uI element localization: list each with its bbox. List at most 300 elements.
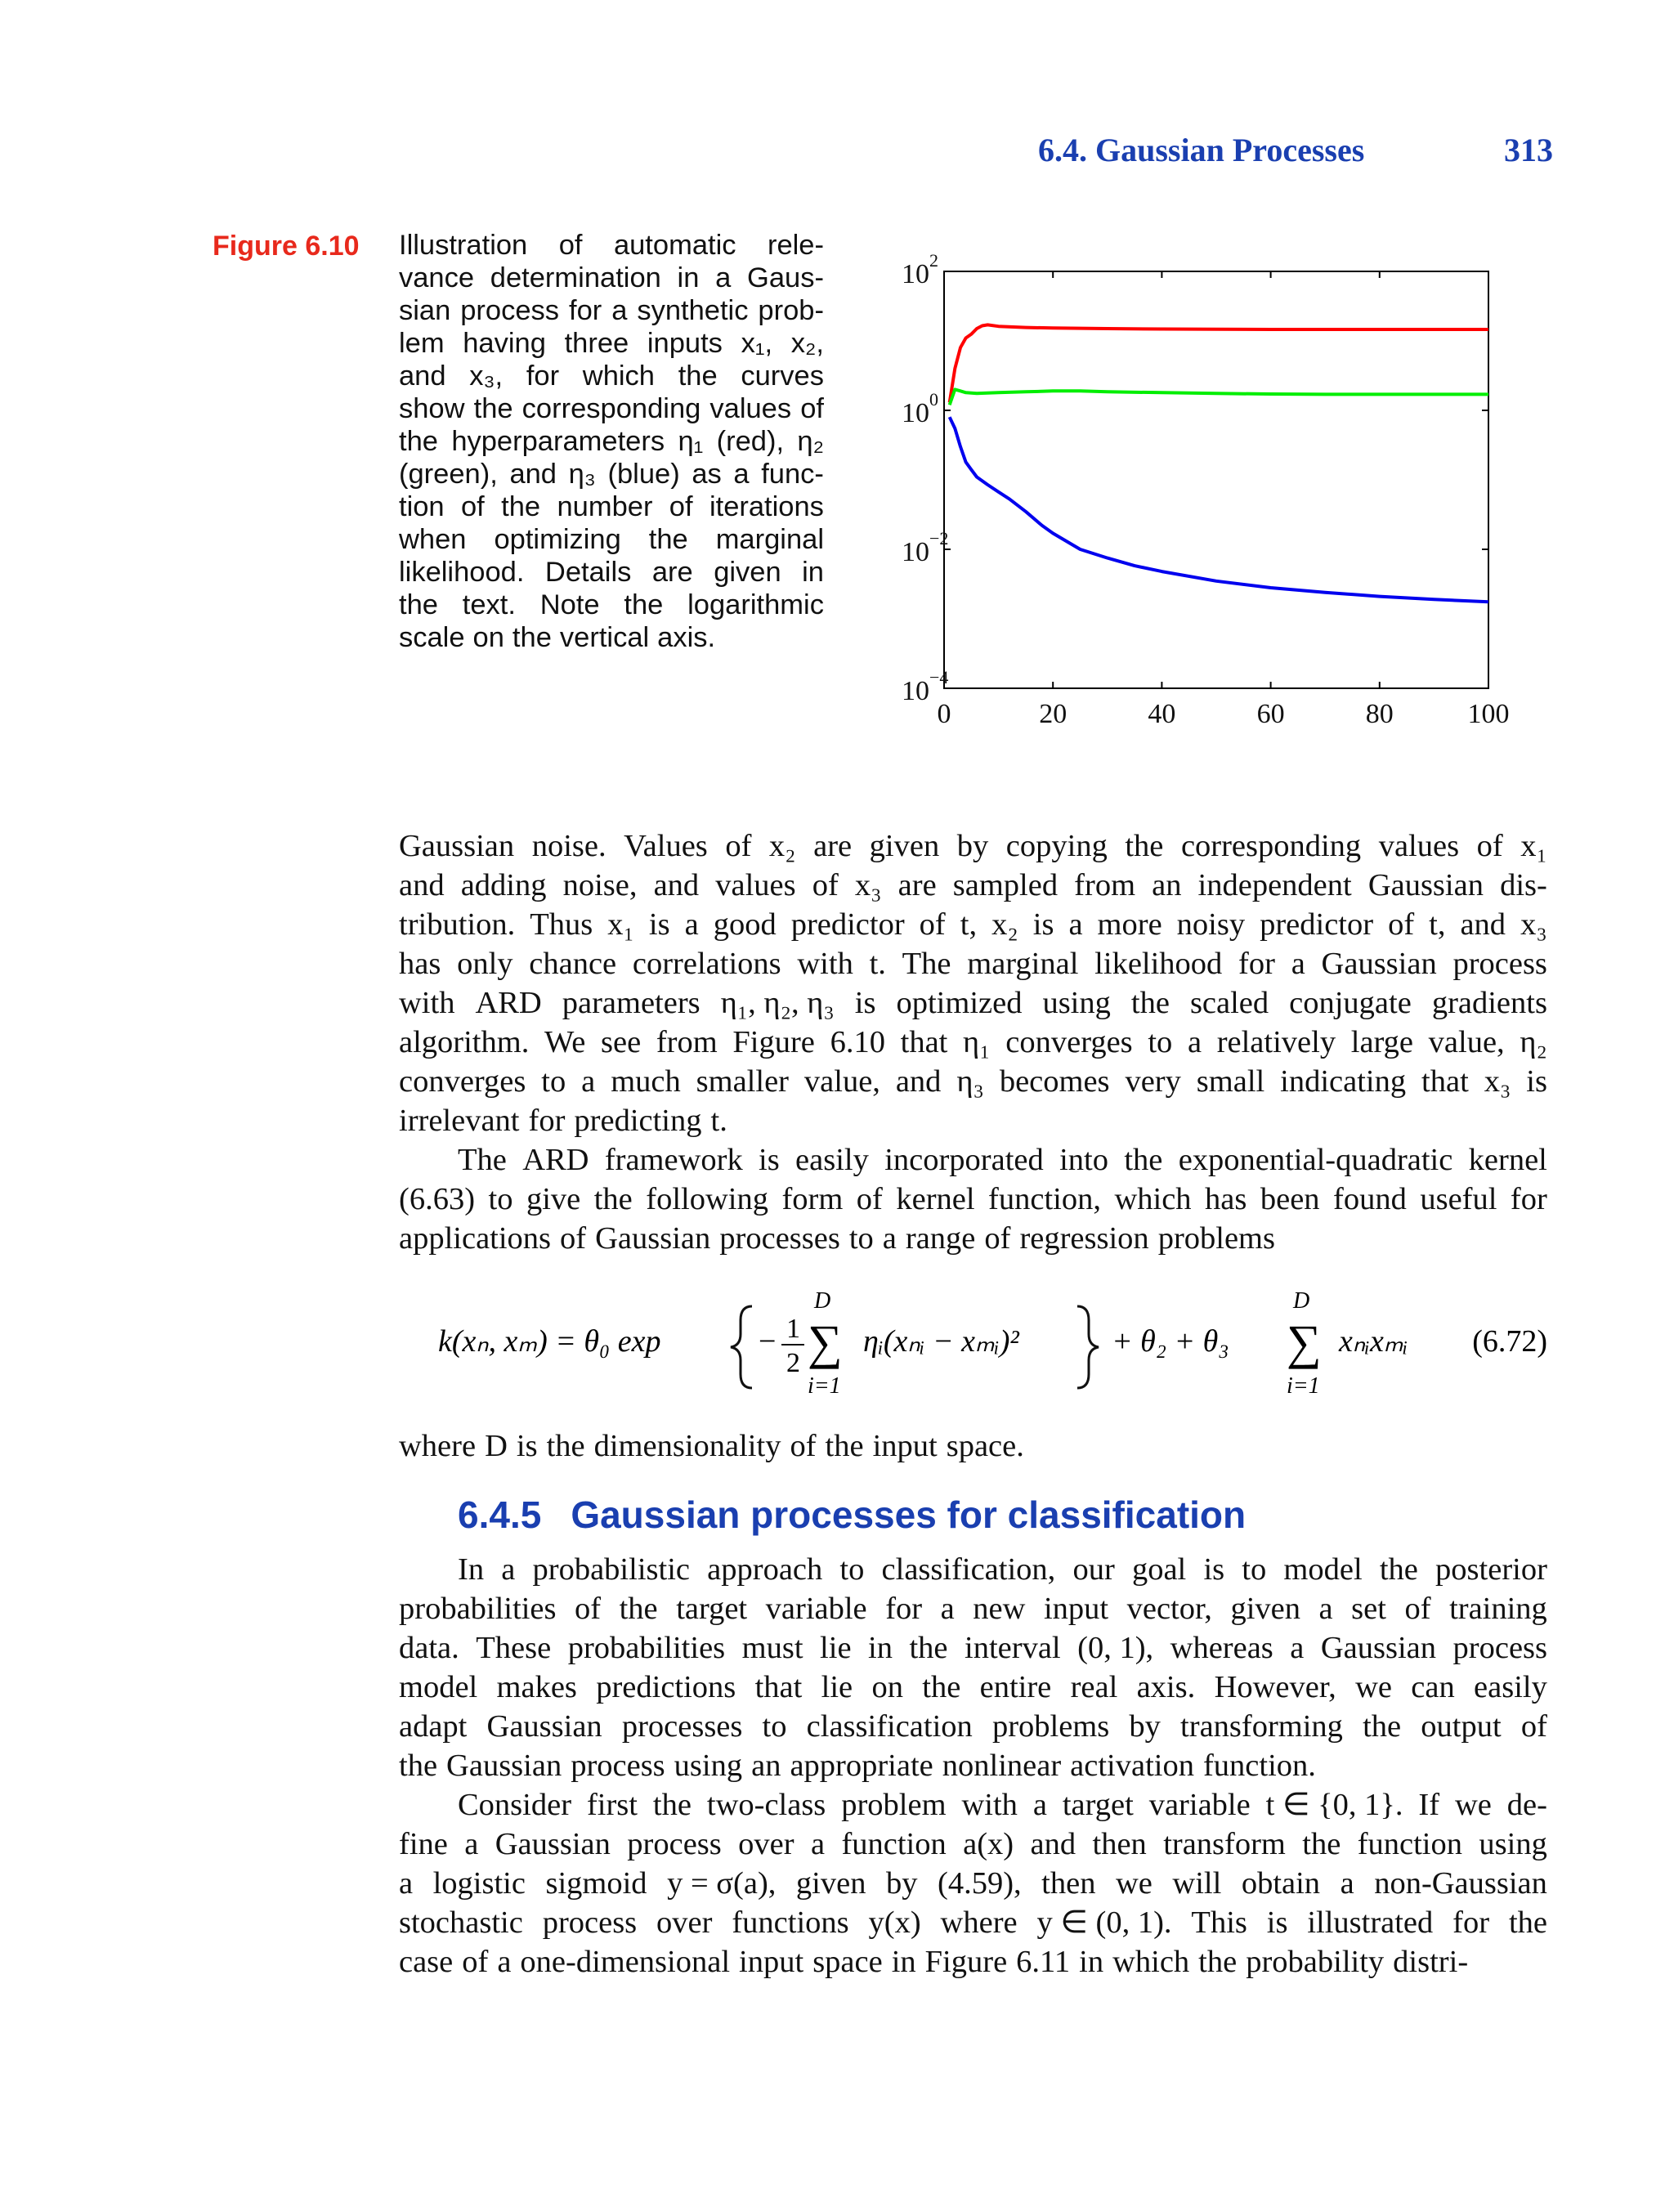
word: a (611, 295, 628, 326)
word: are (651, 557, 693, 588)
word: makes (496, 1670, 577, 1704)
text-line (399, 1942, 1547, 1981)
word: over (656, 1905, 713, 1940)
word: converges (1005, 1025, 1133, 1059)
word: model (1283, 1552, 1363, 1587)
word: indicating (1280, 1064, 1407, 1099)
word: three (564, 328, 629, 359)
word: The (902, 947, 951, 981)
word: η₁, η₂, η₃ (720, 986, 835, 1020)
word: a (1318, 1592, 1333, 1626)
word: If (1418, 1788, 1440, 1822)
word: we (1115, 1866, 1153, 1901)
word: which (1114, 1182, 1192, 1216)
word: inputs (647, 328, 723, 359)
word: space (812, 1945, 883, 1979)
word: the (473, 393, 513, 424)
text-line (399, 1628, 1547, 1668)
word: of (856, 1182, 883, 1216)
word: a (1290, 1631, 1305, 1665)
word: a (1068, 907, 1083, 942)
word: approach (707, 1552, 823, 1587)
word: smaller (696, 1064, 789, 1099)
word: given (795, 1866, 866, 1901)
word: sigmoid (545, 1866, 647, 1901)
word: a (1187, 1025, 1202, 1059)
word: Thus (530, 907, 593, 942)
word: converges (399, 1064, 526, 1099)
word: (red), (716, 426, 785, 457)
word: to (1242, 1552, 1267, 1587)
word: variable (765, 1592, 867, 1626)
word: adapt (399, 1709, 468, 1744)
word: the (1379, 1552, 1418, 1587)
word: of (1388, 907, 1415, 942)
word: kernel (896, 1182, 975, 1216)
word: These (476, 1631, 552, 1665)
word: framework (604, 1143, 743, 1177)
word: much (611, 1064, 681, 1099)
word: then (1092, 1827, 1147, 1861)
word: is (1203, 1552, 1225, 1587)
word: process (627, 1827, 722, 1861)
word: that (1421, 1064, 1469, 1099)
word: to (762, 1709, 787, 1744)
word: of (560, 1221, 587, 1256)
text-line (399, 425, 824, 458)
word: adding (460, 868, 547, 902)
word: independent (1197, 868, 1352, 902)
word: whereas (1170, 1631, 1273, 1665)
word: found (1333, 1182, 1407, 1216)
word: a (497, 1945, 512, 1979)
word: by (1129, 1709, 1161, 1744)
word: very (1125, 1064, 1181, 1099)
word: determination (490, 262, 661, 293)
word: Illustration (399, 230, 528, 261)
word: synthetic (637, 295, 749, 326)
word: prob- (758, 295, 824, 326)
word: of (984, 1221, 1011, 1256)
word: large (1350, 1025, 1413, 1059)
word: classification (806, 1709, 973, 1744)
word: t. (869, 947, 886, 981)
series-line-2 (950, 389, 1488, 405)
word: x₂, (790, 328, 824, 359)
word: (green), (399, 459, 498, 490)
word: t, (960, 907, 978, 942)
word: using (1042, 986, 1111, 1020)
word: Gaussian (1367, 868, 1484, 902)
word: the (399, 589, 438, 620)
sum-upper-limit: D (814, 1288, 831, 1314)
word: logarithmic (687, 589, 824, 620)
word: x₂ (991, 907, 1018, 942)
word: data. (399, 1631, 459, 1665)
text-line (399, 327, 824, 360)
equation-number: (6.72) (1472, 1324, 1547, 1359)
word: the (648, 524, 688, 555)
word: a (501, 1552, 516, 1587)
word: problems (1157, 1221, 1275, 1256)
word: corresponding (1180, 829, 1362, 863)
word: function, (988, 1182, 1101, 1216)
section-number: 6.4.5 (458, 1493, 542, 1536)
word: vertical (559, 622, 650, 653)
text-line (399, 1023, 1547, 1062)
word: a (464, 1827, 479, 1861)
word: good (713, 907, 777, 942)
word: a (882, 1221, 897, 1256)
word: where (940, 1905, 1018, 1940)
text-line (399, 229, 824, 262)
word: the (399, 426, 438, 457)
word: been (1260, 1182, 1320, 1216)
word: of (460, 491, 485, 522)
text-line (399, 523, 824, 556)
sum-lower-limit: i=1 (808, 1373, 841, 1399)
word: the (909, 1631, 948, 1665)
word: new (973, 1592, 1026, 1626)
sum2-upper-limit: D (1293, 1288, 1310, 1314)
word: to (541, 1064, 566, 1099)
text-line (399, 589, 824, 621)
text-line (399, 556, 824, 589)
word: marginal (715, 524, 824, 555)
word: in (1079, 1945, 1104, 1979)
word: and (653, 868, 700, 902)
word: correlations (632, 947, 781, 981)
word: text. (462, 589, 516, 620)
word: illustrated (1307, 1905, 1434, 1940)
word: function (841, 1827, 947, 1861)
word: the (1363, 1709, 1402, 1744)
word: η₁ (678, 426, 704, 457)
series-line-3 (950, 417, 1488, 602)
word: is (854, 986, 876, 1020)
word: the (1198, 1945, 1238, 1979)
word: a(x) (963, 1827, 1014, 1861)
word: having (463, 328, 546, 359)
word: noise. (531, 829, 606, 863)
paragraph-4 (399, 1550, 1547, 1785)
word: functions (732, 1905, 849, 1940)
word: one-dimensional (520, 1945, 731, 1979)
paragraph-5 (399, 1785, 1547, 1981)
word: likelihood. (399, 557, 525, 588)
word: Figure (732, 1025, 815, 1059)
y-tick-label-base: 10 (902, 537, 929, 567)
word: This (1191, 1905, 1247, 1940)
word: which (1112, 1945, 1190, 1979)
word: small (1196, 1064, 1265, 1099)
word: (0, 1), (1077, 1631, 1154, 1665)
word: values (715, 868, 796, 902)
word: by (956, 829, 989, 863)
word: η₃ (568, 459, 596, 490)
word: given (869, 829, 940, 863)
word: useful (1420, 1182, 1497, 1216)
y-tick-label-base: 10 (902, 398, 929, 428)
y-tick-label-base: 10 (902, 259, 929, 289)
word: function. (1202, 1749, 1316, 1783)
word: value, (803, 1064, 880, 1099)
word: nonlinear (942, 1749, 1062, 1783)
text-line (399, 826, 1547, 866)
word: t, (1429, 907, 1446, 942)
x-tick-label: 40 (1148, 699, 1176, 729)
text-line (399, 1825, 1547, 1864)
word: problem (841, 1788, 947, 1822)
text-line (399, 1426, 1547, 1466)
word: variable (1148, 1788, 1251, 1822)
word: a (1291, 947, 1305, 981)
word: process (571, 1749, 665, 1783)
word: applications (399, 1221, 552, 1256)
word: Gaussian (495, 1827, 611, 1861)
word: dis- (1500, 868, 1547, 902)
word: Gaussian (1320, 1631, 1437, 1665)
word: target (676, 1592, 748, 1626)
word: first (586, 1788, 638, 1822)
word: show (399, 393, 465, 424)
sum2-lower-limit: i=1 (1287, 1373, 1320, 1399)
word: a (715, 262, 732, 293)
word: (blue) (607, 459, 680, 490)
word: is (1526, 1064, 1547, 1099)
word: with (961, 1788, 1018, 1822)
word: Gaussian (446, 1749, 562, 1783)
word: of (800, 393, 824, 424)
text-line (399, 905, 1547, 944)
word: space. (946, 1429, 1024, 1463)
word: and (399, 360, 446, 392)
sum2-body: xₙᵢxₘᵢ (1339, 1324, 1408, 1359)
word: and (895, 1064, 942, 1099)
word: only (457, 947, 513, 981)
word: axis. (1136, 1670, 1196, 1704)
word: using (674, 1749, 743, 1783)
word: sampled (952, 868, 1059, 902)
word: Details (544, 557, 632, 588)
equation-tail: + θ₂ + θ₃ (1112, 1324, 1229, 1359)
y-tick-label-base: 10 (902, 676, 929, 706)
word: entire (979, 1670, 1052, 1704)
word: for (1510, 1182, 1547, 1216)
word: probabilistic (532, 1552, 690, 1587)
word: we (1355, 1670, 1392, 1704)
word: the (922, 1670, 961, 1704)
word: Gaussian (595, 1221, 711, 1256)
word: given (714, 557, 781, 588)
text-line (399, 1140, 1547, 1180)
word: which (582, 360, 655, 392)
word: easily (1474, 1670, 1547, 1704)
text-line (399, 1101, 1547, 1140)
word: the (624, 589, 664, 620)
equation-6-72 (399, 1283, 1547, 1406)
word: easily (795, 1143, 869, 1177)
word: our (1072, 1552, 1115, 1587)
word: in (891, 1945, 916, 1979)
word: fine (399, 1827, 448, 1861)
word: of (1404, 1592, 1431, 1626)
y-tick-label-exponent: −4 (929, 667, 949, 687)
text-line (399, 392, 824, 425)
word: probabilities (567, 1631, 726, 1665)
word: to (848, 1221, 874, 1256)
text-line (399, 621, 824, 654)
word: sian (399, 295, 451, 326)
word: has (1205, 1182, 1247, 1216)
word: y = σ(a), (667, 1866, 777, 1901)
fraction-denominator: 2 (786, 1348, 800, 1378)
word: We (544, 1025, 586, 1059)
word: process (1452, 1631, 1547, 1665)
word: (6.63) (399, 1182, 476, 1216)
sum-body: ηᵢ(xₙᵢ − xₘᵢ)² (863, 1324, 1019, 1359)
word: η₂ (797, 426, 824, 457)
word: of (1520, 1709, 1547, 1744)
word: scale (399, 622, 465, 653)
word: tion (399, 491, 445, 522)
text-line (399, 1746, 1547, 1785)
word: for (1238, 947, 1275, 981)
word: that (900, 1025, 948, 1059)
word: η₃ (956, 1064, 984, 1099)
word: on (472, 622, 504, 653)
word: x₂ (768, 829, 796, 863)
text-line (399, 1903, 1547, 1942)
text-line (399, 1550, 1547, 1589)
word: 6.10 (830, 1025, 885, 1059)
word: and (1460, 907, 1506, 942)
word: the (501, 491, 541, 522)
word: the (652, 1788, 692, 1822)
word: x₁ (1520, 829, 1547, 863)
word: give (526, 1182, 581, 1216)
y-tick-label-exponent: 2 (929, 250, 938, 271)
word: Note (539, 589, 600, 620)
word: non-Gaussian (1374, 1866, 1547, 1901)
word: using (1479, 1827, 1547, 1861)
word: activation (1070, 1749, 1194, 1783)
word: of (812, 868, 839, 902)
text-line (399, 944, 1547, 983)
word: Figure (924, 1945, 1008, 1979)
word: algorithm. (399, 1025, 530, 1059)
plot-frame (944, 271, 1488, 688)
word: function (1357, 1827, 1463, 1861)
word: to (488, 1182, 513, 1216)
word: de- (1506, 1788, 1547, 1822)
text-line (399, 1785, 1547, 1825)
word: given (1230, 1592, 1300, 1626)
word: irrelevant (399, 1104, 520, 1138)
text-line (399, 262, 824, 294)
y-tick-label-exponent: 0 (929, 389, 938, 410)
text-line (399, 490, 824, 523)
word: as (692, 459, 722, 490)
word: model (399, 1670, 478, 1704)
word: Gaussian (399, 829, 515, 863)
word: from (656, 1025, 718, 1059)
word: for (526, 360, 560, 392)
word: into (1059, 1143, 1108, 1177)
word: the (825, 1429, 864, 1463)
running-head-section: 6.4. Gaussian Processes (1038, 132, 1365, 168)
section-heading (458, 1493, 1246, 1537)
word: becomes (999, 1064, 1110, 1099)
word: will (1172, 1866, 1222, 1901)
text-line (399, 1219, 1547, 1258)
word: of (462, 1945, 489, 1979)
word: the (593, 1182, 633, 1216)
word: real (1070, 1670, 1118, 1704)
y-tick-label-exponent: −2 (929, 528, 949, 549)
word: to (839, 1552, 865, 1587)
text-line (399, 1864, 1547, 1903)
word: x₃ (1484, 1064, 1511, 1099)
word: number (557, 491, 653, 522)
word: t. (710, 1104, 727, 1138)
word: incorporated (884, 1143, 1044, 1177)
text-line (399, 1707, 1547, 1746)
word: probability (1246, 1945, 1385, 1979)
page-number: 313 (1504, 132, 1553, 168)
word: when (399, 524, 467, 555)
word: more (1097, 907, 1162, 942)
word: scaled (1189, 986, 1269, 1020)
word: relatively (1216, 1025, 1336, 1059)
word: process (542, 1905, 638, 1940)
figure-label: Figure 6.10 (213, 231, 360, 262)
word: x₃ (1520, 907, 1547, 942)
word: conjugate (1289, 986, 1412, 1020)
word: a (810, 1827, 826, 1861)
word: we (1454, 1788, 1492, 1822)
word: the (1302, 1827, 1341, 1861)
word: a (581, 1064, 596, 1099)
word: processes (621, 1709, 743, 1744)
x-tick-label: 20 (1039, 699, 1068, 729)
word: vector, (1126, 1592, 1212, 1626)
word: noisy (1176, 907, 1246, 942)
word: is (1032, 907, 1054, 942)
word: vance (399, 262, 475, 293)
x-tick-label: 100 (1467, 699, 1510, 729)
word: see (601, 1025, 642, 1059)
word: that (754, 1670, 803, 1704)
word: in (802, 557, 824, 588)
word: following (646, 1182, 768, 1216)
word: lem (399, 328, 445, 359)
word: kernel (1468, 1143, 1547, 1177)
word: ARD (475, 986, 542, 1020)
word: parameters (562, 986, 700, 1020)
word: of (790, 1429, 817, 1463)
word: input (739, 1945, 804, 1979)
running-head (1038, 131, 1553, 172)
word: process (1452, 947, 1547, 981)
word: posterior (1435, 1552, 1547, 1587)
word: The (458, 1143, 507, 1177)
word: Gaussian (486, 1709, 602, 1744)
word: optimizing (494, 524, 621, 555)
word: are (813, 829, 853, 863)
text-line (399, 360, 824, 392)
word: for (885, 1592, 923, 1626)
